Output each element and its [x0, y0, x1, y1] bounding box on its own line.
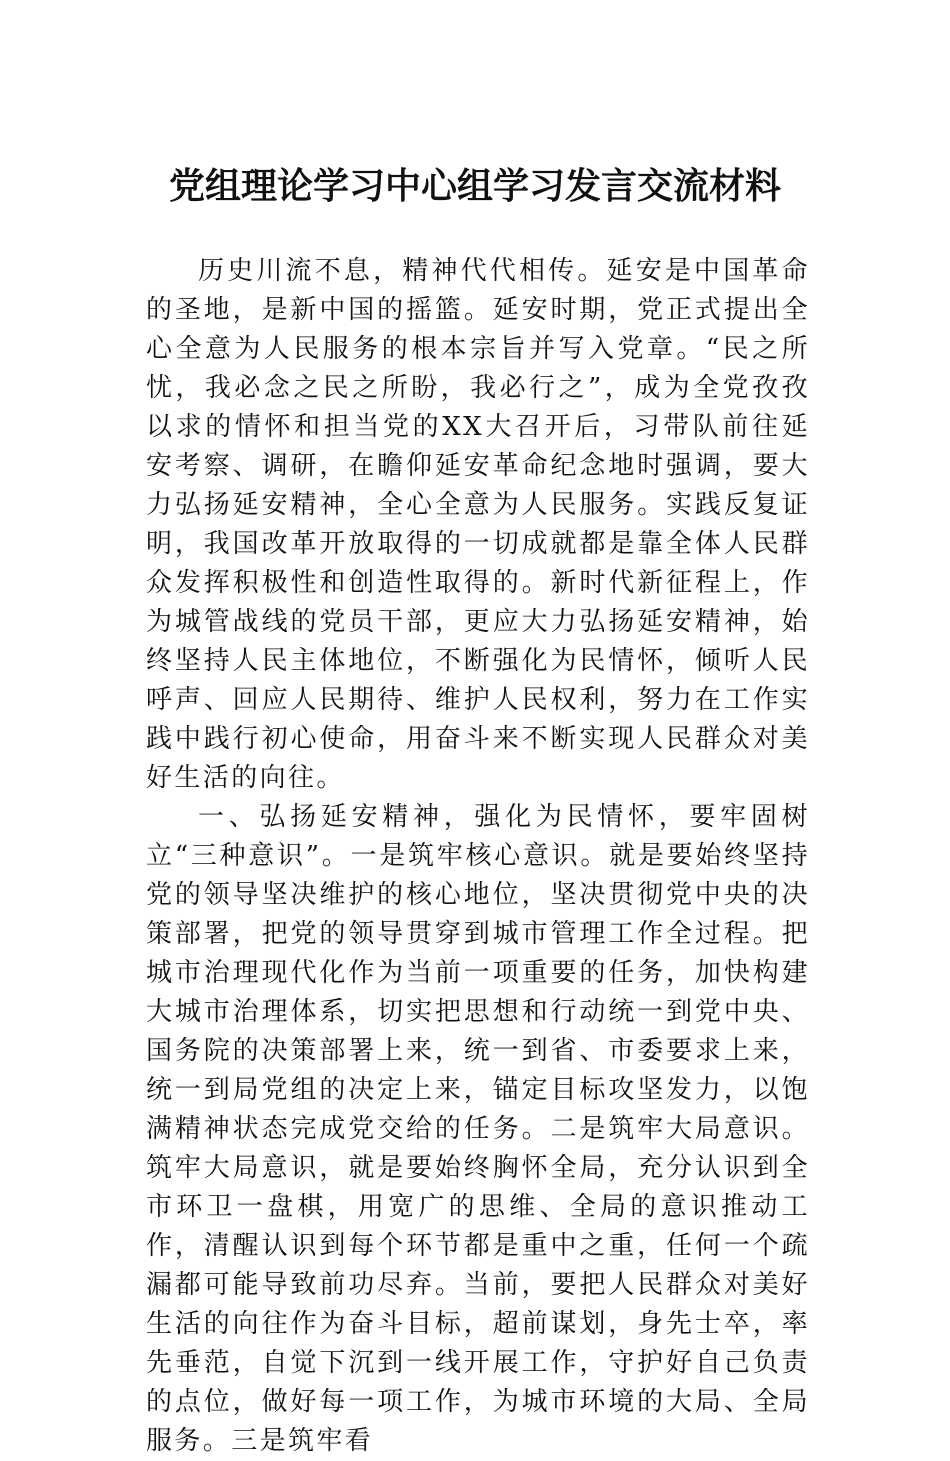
document-title: 党组理论学习中心组学习发言交流材料: [168, 165, 781, 207]
paragraph-section-one: 一、弘扬延安精神，强化为民情怀，要牢固树立“三种意识”。一是筑牢核心意识。就是要始终坚持党的领导坚决维护的核心地位，坚决贯彻党中央的决策部署，把党的领导贯穿到城市管理工作全过程。把城市治理现代化作为当前一项重要的任务，加快构建大城市治理体系，切实把思想和行动统一到党中央、国务院的决策部署上来，统一到省、市委要求上来，统一到局党组的决定上来，锚定目标攻坚发力，以饱满精神状态完成党交给的任务。二是筑牢大局意识。筑牢大局意识，就是要始终胸怀全局，充分认识到全市环卫一盘棋，用宽广的思维、全局的意识推动工作，清醒认识到每个环节都是重中之重，任何一个疏漏都可能导致前功尽弃。当前，要把人民群众对美好生活的向往作为奋斗目标，超前谋划，身先士卒，率先垂范，自觉下沉到一线开展工作，守护好自己负责的点位，做好每一项工作，为城市环境的大局、全局服务。三是筑牢看: [146, 802, 810, 1456]
paragraph-intro: 历史川流不息，精神代代相传。延安是中国革命的圣地，是新中国的摇篮。延安时期，党正式提出全心全意为人民服务的根本宗旨并写入党章。“民之所忧，我必念之民之所盼，我必行之”，成为全党孜孜以求的情怀和担当党的XX大召开后，习带队前往延安考察、调研，在瞻仰延安革命纪念地时强调，要大力弘扬延安精神，全心全意为人民服务。实践反复证明，我国改革开放取得的一切成就都是靠全体人民群众发挥积极性和创造性取得的。新时代新征程上，作为城管战线的党员干部，更应大力弘扬延安精神，始终坚持人民主体地位，不断强化为民情怀，倾听人民呼声、回应人民期待、维护人民权利，努力在工作实践中践行初心使命，用奋斗来不断实现人民群众对美好生活的向往。: [146, 256, 810, 793]
document-body: [146, 252, 810, 1461]
